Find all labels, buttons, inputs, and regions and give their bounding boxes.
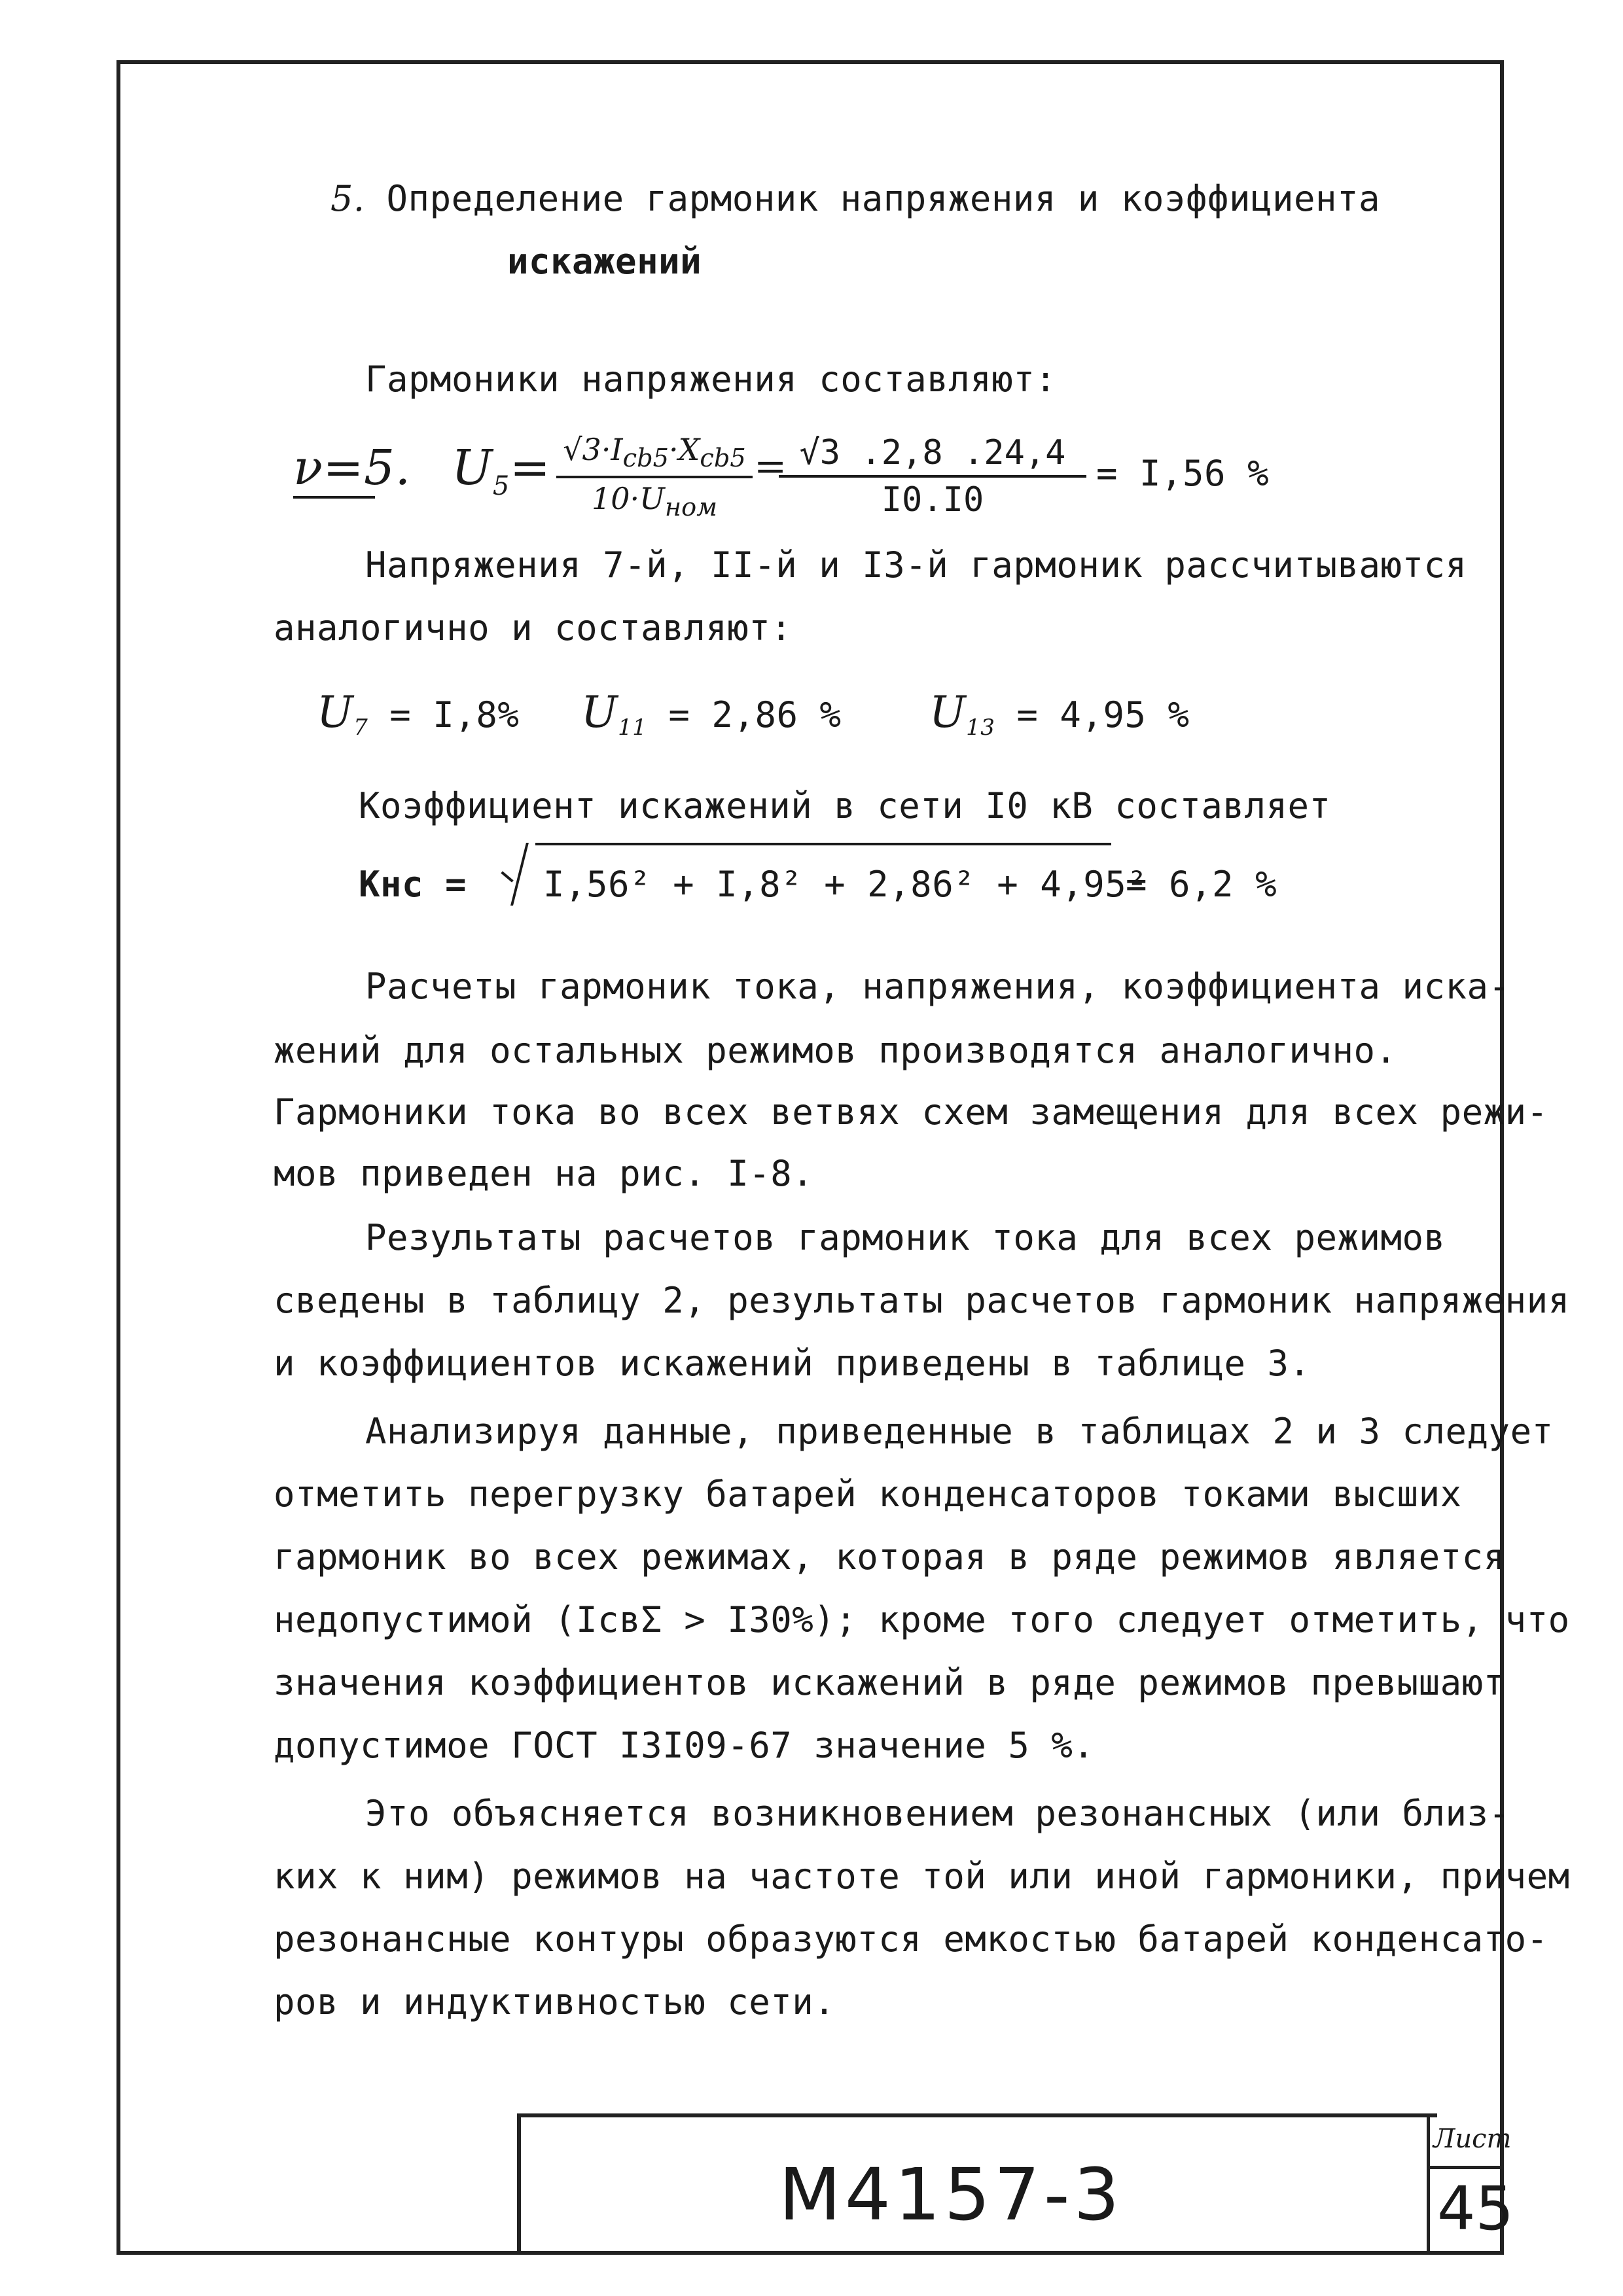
paragraph-line: ких к ним) режимов на частоте той или иной гармоники, причем (274, 1856, 1570, 1897)
paragraph-line: значения коэффициентов искажений в ряде режимов превышают (274, 1662, 1505, 1703)
page-frame-top (116, 60, 1504, 64)
paragraph-line: допустимое ГОСТ I3I09-67 значение 5 %. (274, 1725, 1095, 1766)
knc-radicand: I,56² + I,8² + 2,86² + 4,95² (543, 864, 1149, 905)
formula-lhs-eq: = (509, 440, 551, 496)
voltage-u7-value: = I,8% (389, 694, 520, 735)
distortion-intro: Коэффициент искажений в сети I0 кВ составляет (359, 785, 1331, 826)
voltage-u13-value: = 4,95 % (1016, 694, 1190, 735)
voltage-u11-sub: 11 (618, 714, 647, 741)
radical-bar (535, 843, 1111, 845)
formula-lhs-symbol: U (452, 440, 493, 496)
sheet-label: Лист (1433, 2124, 1512, 2154)
paragraph-line: Гармоники тока во всех ветвях схем замещения для всех режи- (274, 1091, 1548, 1133)
voltage-u7-symbol: U (317, 687, 354, 737)
paragraph-line: и коэффициентов искажений приведены в таблице 3. (274, 1343, 1311, 1384)
voltage-u13-sub: 13 (966, 714, 995, 741)
formula-symbolic-denominator: $10\cdot U_{ном}$ (591, 481, 718, 523)
formula-symbolic-fraction (556, 432, 753, 522)
paragraph-line: гармоник во всех режимах, которая в ряде режимов является (274, 1536, 1505, 1578)
voltage-u7-sub: 7 (353, 714, 368, 741)
paragraph-line: жений для остальных режимов производятся аналогично. (274, 1030, 1397, 1071)
formula-nu: ν=5. (293, 440, 411, 496)
voltage-u13-symbol: U (929, 687, 967, 737)
formula-nu-underline (293, 496, 375, 499)
voltage-u11-value: = 2,86 % (668, 694, 842, 735)
harmonics-intro: Гармоники напряжения составляют: (365, 359, 1057, 400)
formula-numeric-fraction (779, 433, 1086, 520)
paragraph-line: резонансные контуры образуются емкостью батарей конденсато- (274, 1918, 1548, 1960)
radical-stem (510, 843, 529, 906)
paragraph-line: Расчеты гармоник тока, напряжения, коэффициента иска- (365, 966, 1510, 1007)
formula-lhs (452, 440, 550, 501)
section-heading (330, 178, 1380, 219)
formula-symbolic-numerator: $√3\cdot I_{cb5}\cdot X_{cb5}$ (556, 432, 753, 478)
section-title-line2: искажений (507, 241, 702, 282)
formula-numeric-numerator: √3 .2,8 .24,4 (779, 433, 1086, 478)
voltage-u11 (581, 687, 842, 741)
voltage-u11-symbol: U (581, 687, 618, 737)
paragraph-line: Результаты расчетов гармоник тока для всех режимов (365, 1217, 1446, 1258)
section-number: 5. (330, 178, 365, 219)
knc-result: = 6,2 % (1126, 864, 1277, 905)
formula-lhs-sub: 5 (492, 470, 510, 501)
voltage-u7 (317, 687, 519, 741)
page-frame-left (116, 62, 120, 2254)
document-code: М4157-3 (779, 2153, 1124, 2236)
paragraph-line: отметить перегрузку батарей конденсаторов токами высших (274, 1474, 1462, 1515)
paragraph-line: недопустимой (IсвΣ > I30%); кроме того следует отметить, что (274, 1599, 1570, 1640)
paragraph-line: Это объясняется возникновением резонансных (или близ- (365, 1793, 1510, 1834)
voltage-u13 (929, 687, 1190, 741)
knc-label: Кнс = (359, 864, 467, 905)
section-title-line1: Определение гармоник напряжения и коэффициента (386, 178, 1381, 219)
para-voltages-line2: аналогично и составляют: (274, 607, 793, 648)
formula-equals: = (754, 444, 787, 489)
sheet-divider (1427, 2166, 1500, 2169)
formula-result: = I,56 % (1096, 453, 1270, 494)
para-voltages-line1: Напряжения 7-й, II-й и I3-й гармоник рассчитываются (365, 544, 1467, 586)
radical-tick (501, 871, 513, 882)
paragraph-line: ров и индуктивностью сети. (274, 1981, 836, 2022)
formula-numeric-denominator: I0.I0 (881, 480, 984, 520)
paragraph-line: мов приведен на рис. I-8. (274, 1153, 814, 1194)
sheet-number: 45 (1437, 2174, 1514, 2244)
paragraph-line: сведены в таблицу 2, результаты расчетов гармоник напряжения (274, 1280, 1570, 1321)
paragraph-line: Анализируя данные, приведенные в таблицах 2 и 3 следует (365, 1411, 1554, 1452)
